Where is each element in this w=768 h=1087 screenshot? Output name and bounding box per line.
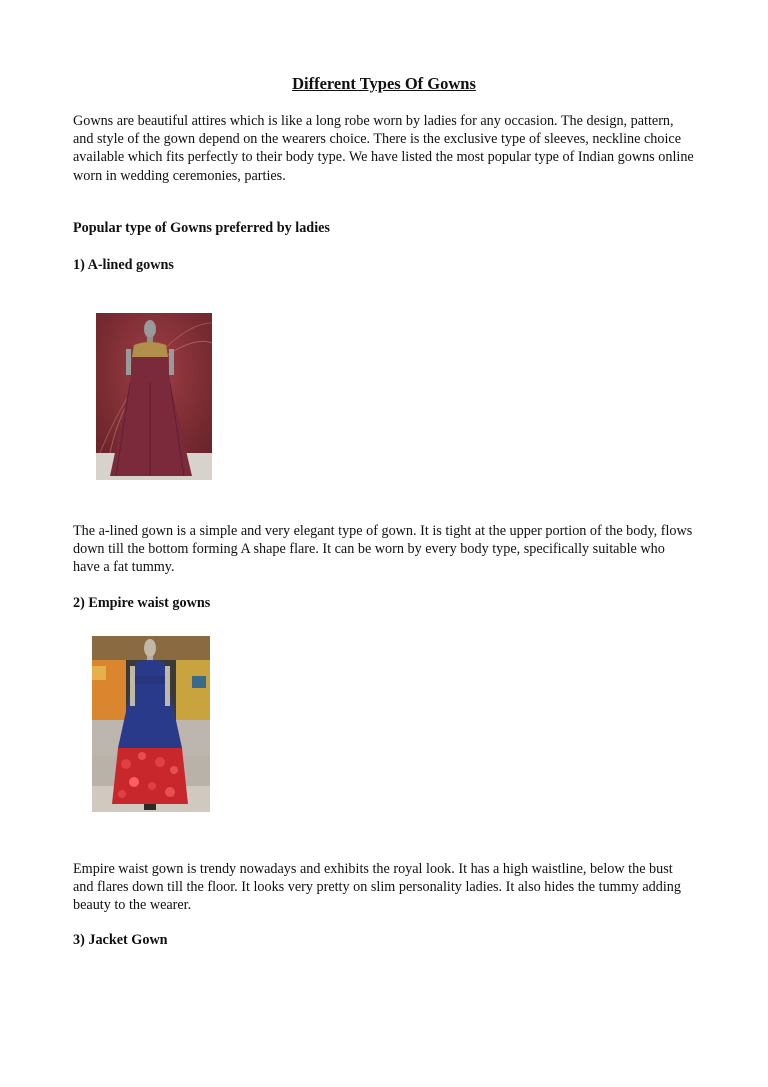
item-2-description: Empire waist gown is trendy nowadays and exhibits the royal look. It has a high waistline, below the bust and flares down till the floor. It looks very pretty on slim personality ladies. It also hides the tummy adding beauty to the wearer. [73,861,681,914]
item-1-description: The a-lined gown is a simple and very elegant type of gown. It is tight at the upper portion of the body, flows down till the bottom forming A shape flare. It can be worn by every body type, specifically suitable who have a fat tummy. [73,523,693,576]
item-2-heading: 2) Empire waist gowns [73,595,211,611]
intro-paragraph: Gowns are beautiful attires which is like a long robe worn by ladies for any occasion. The design, pattern, and style of the gown depend on the wearers choice. There is the exclusive type of sleeves, neckline choice available which fits perfectly to their body type. We have listed the most popular type of Indian gowns online worn in wedding ceremonies, parties. [73,113,694,184]
a-line-gown-photo [96,313,212,480]
empire-waist-gown-photo [92,636,210,812]
item-3-heading: 3) Jacket Gown [73,932,168,948]
document-title: Different Types Of Gowns [292,74,476,93]
section-heading: Popular type of Gowns preferred by ladies [73,220,330,236]
item-1-heading: 1) A-lined gowns [73,257,174,273]
